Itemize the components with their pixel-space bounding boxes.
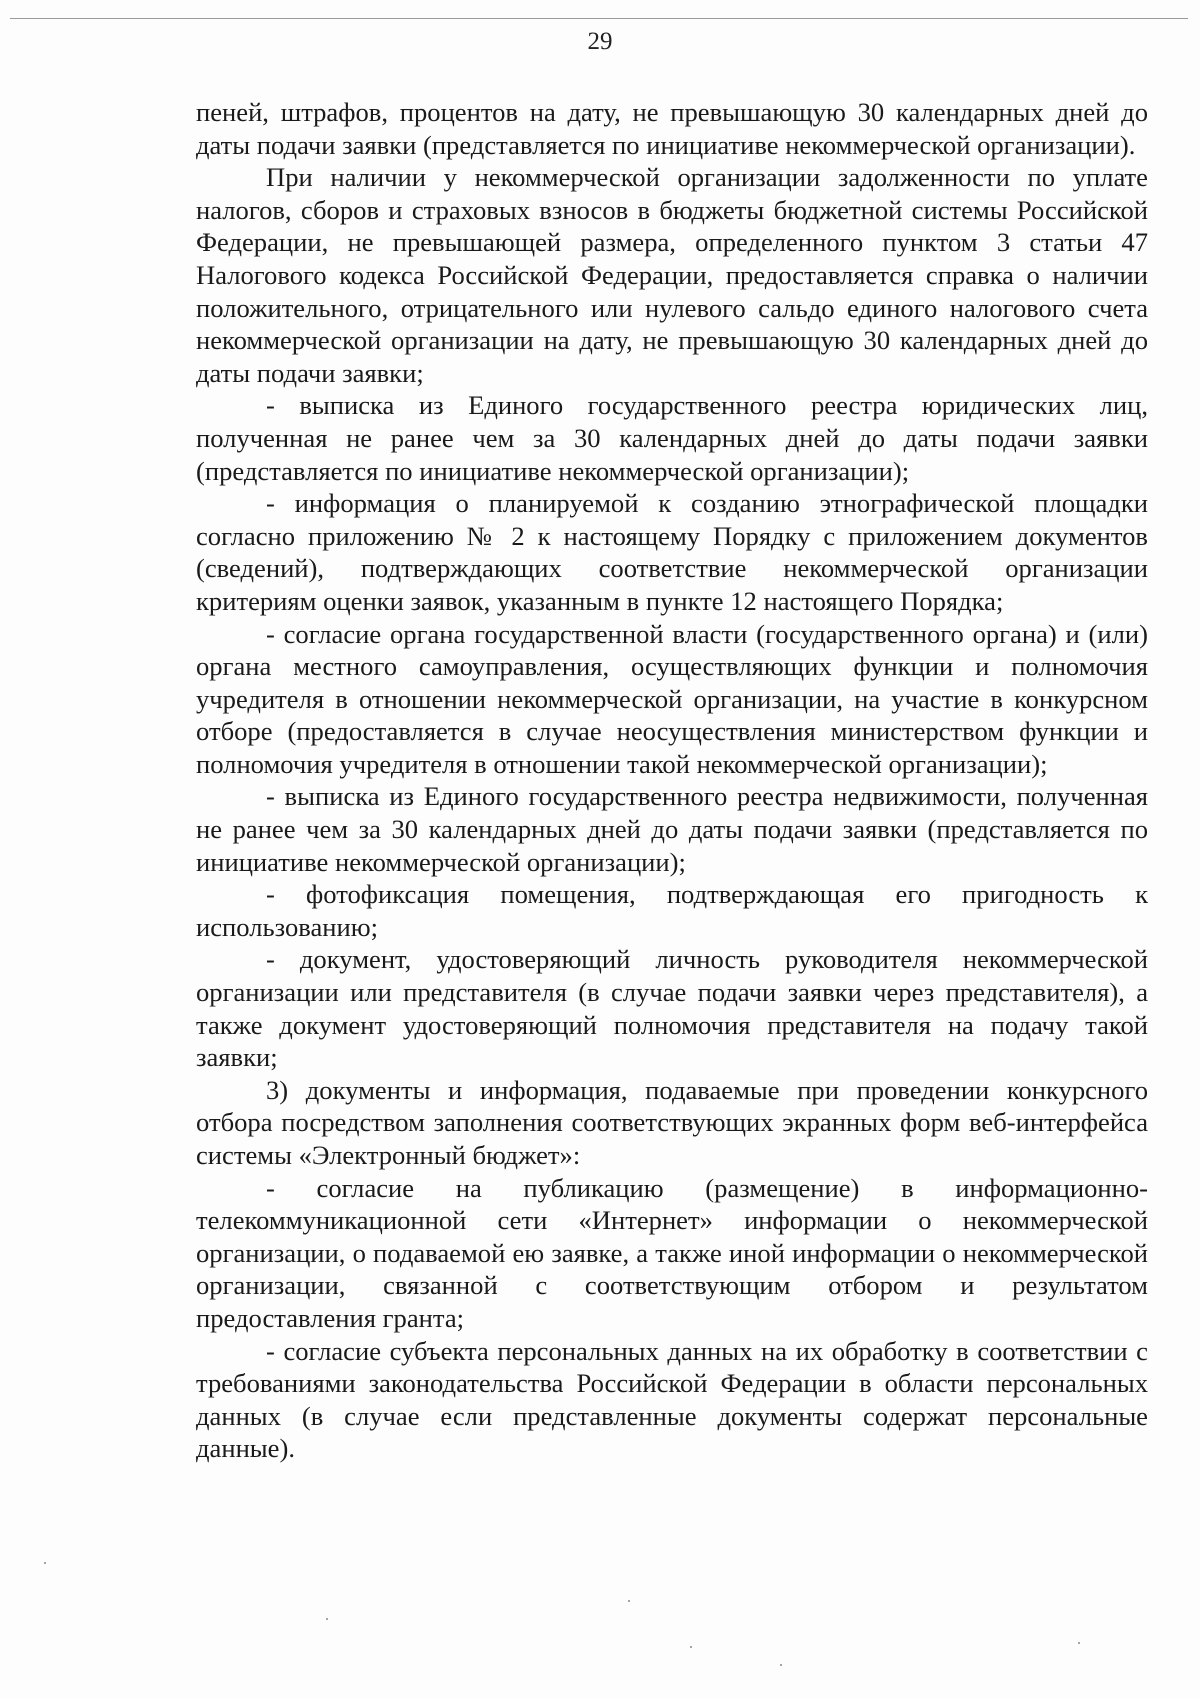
paragraph-continuation: пеней, штрафов, процентов на дату, не превышающую 30 календарных дней до даты подачи заявки (представляется по инициативе некоммерческой организации). <box>196 97 1148 160</box>
scan-speck <box>326 1618 328 1620</box>
scan-speck <box>628 1600 630 1602</box>
scan-speck <box>1078 1642 1080 1644</box>
list-item-photo-record: - фотофиксация помещения, подтверждающая его пригодность к использованию; <box>196 879 1148 942</box>
scan-top-edge-line <box>10 18 1188 19</box>
list-item-ethnographic-site-info: - информация о планируемой к созданию этнографической площадки согласно приложению № 2 к настоящему Порядку с приложением документов (сведений), подтверждающих соответствие некоммерческой организации критериям оценки заявок, указанным в пункте 12 настоящего Порядка; <box>196 488 1148 616</box>
scan-speck <box>780 1664 782 1666</box>
list-item-egrn-extract: - выписка из Единого государственного реестра недвижимости, полученная не ранее чем за 30 календарных дней до даты подачи заявки (представляется по инициативе некоммерческой организации); <box>196 781 1148 877</box>
scan-speck <box>690 1646 692 1648</box>
list-item-founder-consent: - согласие органа государственной власти (государственного органа) и (или) органа местного самоуправления, осуществляющих функции и полномочия учредителя в отношении некоммерческой организации, на участие в конкурсном отборе (предоставляется в случае неосуществления министерством функции и полномочия учредителя в отношении такой некоммерческой организации); <box>196 618 1148 779</box>
list-item-egrul-extract: - выписка из Единого государственного реестра юридических лиц, полученная не ранее чем за 30 календарных дней до даты подачи заявки (представляется по инициативе некоммерческой организации); <box>196 390 1148 486</box>
document-body <box>196 96 1148 1465</box>
list-item-identity-document: - документ, удостоверяющий личность руководителя некоммерческой организации или представителя (в случае подачи заявки через представителя), а также документ удостоверяющий полномочия представителя на подачу такой заявки; <box>196 944 1148 1073</box>
list-item-personal-data-consent: - согласие субъекта персональных данных на их обработку в соответствии с требованиями законодательства Российской Федерации в области персональных данных (в случае если представленные документы содержат персональные данные). <box>196 1335 1148 1464</box>
scan-speck <box>44 1562 46 1564</box>
paragraph-tax-debt: При наличии у некоммерческой организации задолженности по уплате налогов, сборов и страховых взносов в бюджеты бюджетной системы Российской Федерации, не превышающей размера, определенного пунктом 3 статьи 47 Налогового кодекса Российской Федерации, предоставляется справка о наличии положительного, отрицательного или нулевого сальдо единого налогового счета некоммерческой организации на дату, не превышающую 30 календарных дней до даты подачи заявки; <box>196 162 1148 388</box>
list-item-publication-consent: - согласие на публикацию (размещение) в информационно-телекоммуникационной сети «Интернет» информации о некоммерческой организации, о подаваемой ею заявке, а также иной информации о некоммерческой организации, связанной с соответствующим отбором и результатом предоставления гранта; <box>196 1172 1148 1333</box>
page-number: 29 <box>587 28 613 55</box>
paragraph-electronic-budget-docs: 3) документы и информация, подаваемые при проведении конкурсного отбора посредством заполнения соответствующих экранных форм веб-интерфейса системы «Электронный бюджет»: <box>196 1074 1148 1170</box>
